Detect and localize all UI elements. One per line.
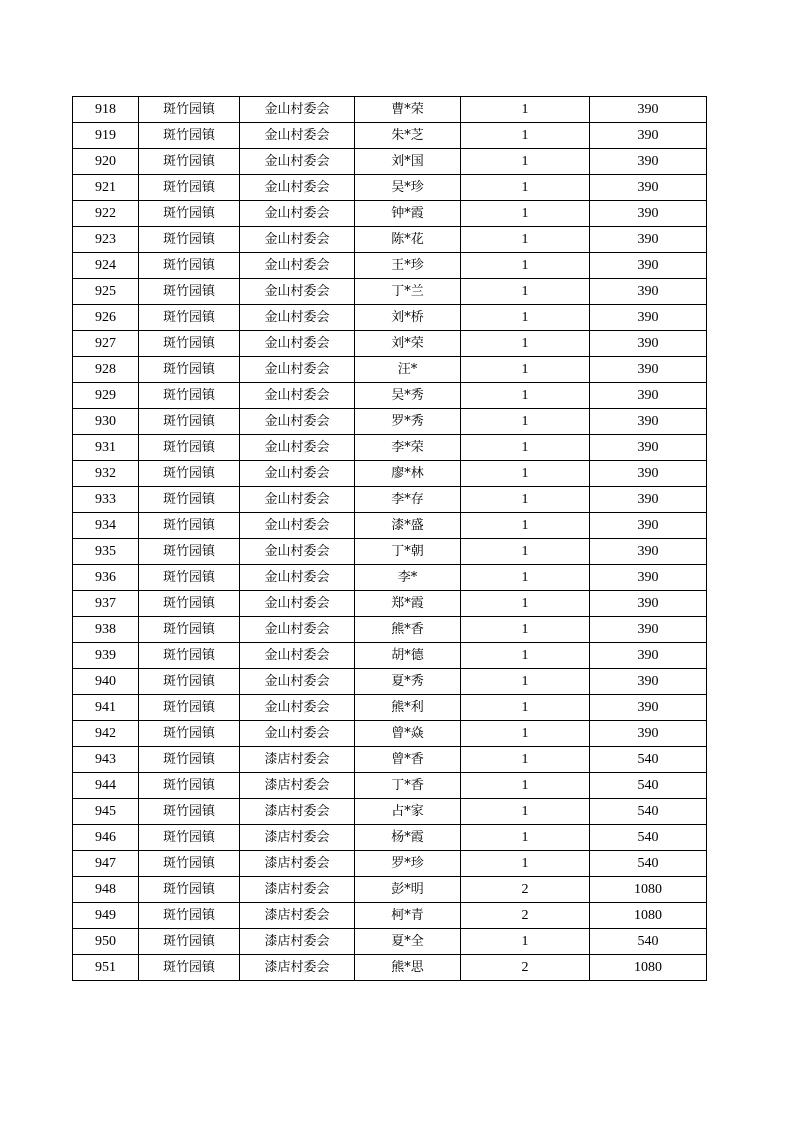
cell-count: 2 [461, 955, 590, 981]
cell-amount: 540 [590, 799, 707, 825]
cell-count: 1 [461, 149, 590, 175]
cell-name: 熊*香 [355, 617, 461, 643]
cell-serial-number: 942 [73, 721, 139, 747]
cell-village-committee: 金山村委会 [240, 565, 355, 591]
cell-count: 1 [461, 331, 590, 357]
cell-town: 斑竹园镇 [139, 487, 240, 513]
cell-village-committee: 金山村委会 [240, 279, 355, 305]
cell-count: 1 [461, 851, 590, 877]
table-row [73, 617, 707, 643]
cell-name: 刘*荣 [355, 331, 461, 357]
cell-amount: 390 [590, 721, 707, 747]
cell-name: 丁*兰 [355, 279, 461, 305]
cell-serial-number: 924 [73, 253, 139, 279]
cell-town: 斑竹园镇 [139, 357, 240, 383]
cell-amount: 390 [590, 565, 707, 591]
cell-amount: 540 [590, 929, 707, 955]
cell-amount: 390 [590, 149, 707, 175]
cell-town: 斑竹园镇 [139, 747, 240, 773]
cell-serial-number: 927 [73, 331, 139, 357]
cell-serial-number: 923 [73, 227, 139, 253]
cell-serial-number: 949 [73, 903, 139, 929]
cell-amount: 1080 [590, 877, 707, 903]
cell-name: 夏*秀 [355, 669, 461, 695]
table-row [73, 747, 707, 773]
cell-amount: 390 [590, 409, 707, 435]
table-row [73, 227, 707, 253]
cell-town: 斑竹园镇 [139, 565, 240, 591]
cell-amount: 390 [590, 669, 707, 695]
table-row [73, 409, 707, 435]
cell-amount: 390 [590, 123, 707, 149]
cell-serial-number: 945 [73, 799, 139, 825]
cell-count: 1 [461, 721, 590, 747]
cell-town: 斑竹园镇 [139, 929, 240, 955]
cell-amount: 390 [590, 97, 707, 123]
table-row [73, 695, 707, 721]
cell-amount: 390 [590, 279, 707, 305]
table-row [73, 565, 707, 591]
cell-name: 陈*花 [355, 227, 461, 253]
cell-town: 斑竹园镇 [139, 591, 240, 617]
cell-serial-number: 934 [73, 513, 139, 539]
cell-amount: 390 [590, 201, 707, 227]
cell-town: 斑竹园镇 [139, 435, 240, 461]
cell-amount: 390 [590, 305, 707, 331]
cell-count: 1 [461, 279, 590, 305]
cell-town: 斑竹园镇 [139, 825, 240, 851]
cell-serial-number: 925 [73, 279, 139, 305]
cell-village-committee: 金山村委会 [240, 539, 355, 565]
cell-count: 2 [461, 877, 590, 903]
cell-village-committee: 漆店村委会 [240, 799, 355, 825]
table-row [73, 955, 707, 981]
cell-serial-number: 933 [73, 487, 139, 513]
table-row [73, 149, 707, 175]
cell-village-committee: 金山村委会 [240, 123, 355, 149]
table-row [73, 461, 707, 487]
cell-name: 占*家 [355, 799, 461, 825]
cell-name: 漆*盛 [355, 513, 461, 539]
cell-name: 丁*朝 [355, 539, 461, 565]
cell-serial-number: 932 [73, 461, 139, 487]
cell-town: 斑竹园镇 [139, 695, 240, 721]
cell-serial-number: 926 [73, 305, 139, 331]
cell-serial-number: 922 [73, 201, 139, 227]
cell-town: 斑竹园镇 [139, 201, 240, 227]
cell-village-committee: 漆店村委会 [240, 851, 355, 877]
cell-count: 1 [461, 357, 590, 383]
cell-count: 1 [461, 565, 590, 591]
cell-village-committee: 金山村委会 [240, 201, 355, 227]
cell-name: 曹*荣 [355, 97, 461, 123]
cell-name: 彭*明 [355, 877, 461, 903]
cell-count: 1 [461, 747, 590, 773]
table-row [73, 175, 707, 201]
cell-town: 斑竹园镇 [139, 513, 240, 539]
cell-name: 罗*珍 [355, 851, 461, 877]
cell-village-committee: 金山村委会 [240, 643, 355, 669]
cell-town: 斑竹园镇 [139, 331, 240, 357]
cell-town: 斑竹园镇 [139, 773, 240, 799]
table-row [73, 825, 707, 851]
cell-village-committee: 金山村委会 [240, 383, 355, 409]
cell-village-committee: 漆店村委会 [240, 825, 355, 851]
cell-town: 斑竹园镇 [139, 279, 240, 305]
cell-name: 熊*思 [355, 955, 461, 981]
cell-amount: 390 [590, 487, 707, 513]
cell-name: 廖*林 [355, 461, 461, 487]
cell-town: 斑竹园镇 [139, 461, 240, 487]
cell-town: 斑竹园镇 [139, 851, 240, 877]
cell-amount: 390 [590, 175, 707, 201]
cell-village-committee: 金山村委会 [240, 487, 355, 513]
cell-serial-number: 938 [73, 617, 139, 643]
cell-name: 胡*德 [355, 643, 461, 669]
cell-name: 吴*珍 [355, 175, 461, 201]
cell-serial-number: 937 [73, 591, 139, 617]
cell-village-committee: 金山村委会 [240, 435, 355, 461]
cell-count: 1 [461, 435, 590, 461]
cell-village-committee: 金山村委会 [240, 669, 355, 695]
cell-town: 斑竹园镇 [139, 409, 240, 435]
cell-count: 2 [461, 903, 590, 929]
cell-serial-number: 940 [73, 669, 139, 695]
cell-amount: 390 [590, 461, 707, 487]
cell-name: 钟*霞 [355, 201, 461, 227]
cell-amount: 390 [590, 513, 707, 539]
cell-name: 熊*利 [355, 695, 461, 721]
cell-serial-number: 950 [73, 929, 139, 955]
cell-town: 斑竹园镇 [139, 721, 240, 747]
cell-name: 曾*香 [355, 747, 461, 773]
cell-town: 斑竹园镇 [139, 175, 240, 201]
cell-village-committee: 金山村委会 [240, 305, 355, 331]
cell-village-committee: 漆店村委会 [240, 877, 355, 903]
table-row [73, 851, 707, 877]
cell-name: 李* [355, 565, 461, 591]
cell-village-committee: 漆店村委会 [240, 747, 355, 773]
cell-serial-number: 946 [73, 825, 139, 851]
cell-town: 斑竹园镇 [139, 617, 240, 643]
data-table [72, 96, 707, 981]
cell-count: 1 [461, 799, 590, 825]
cell-town: 斑竹园镇 [139, 305, 240, 331]
cell-town: 斑竹园镇 [139, 123, 240, 149]
cell-name: 刘*国 [355, 149, 461, 175]
cell-count: 1 [461, 123, 590, 149]
cell-amount: 390 [590, 591, 707, 617]
cell-amount: 390 [590, 253, 707, 279]
cell-village-committee: 金山村委会 [240, 617, 355, 643]
cell-name: 夏*全 [355, 929, 461, 955]
cell-village-committee: 金山村委会 [240, 721, 355, 747]
cell-name: 李*荣 [355, 435, 461, 461]
cell-count: 1 [461, 773, 590, 799]
cell-amount: 390 [590, 383, 707, 409]
table-row [73, 331, 707, 357]
cell-village-committee: 金山村委会 [240, 591, 355, 617]
cell-amount: 1080 [590, 903, 707, 929]
cell-name: 刘*桥 [355, 305, 461, 331]
table-body [73, 97, 707, 981]
cell-amount: 390 [590, 331, 707, 357]
table-row [73, 903, 707, 929]
cell-village-committee: 漆店村委会 [240, 955, 355, 981]
cell-name: 曾*焱 [355, 721, 461, 747]
table-row [73, 435, 707, 461]
cell-amount: 1080 [590, 955, 707, 981]
cell-village-committee: 金山村委会 [240, 513, 355, 539]
cell-serial-number: 948 [73, 877, 139, 903]
table-row [73, 513, 707, 539]
cell-count: 1 [461, 617, 590, 643]
cell-village-committee: 金山村委会 [240, 149, 355, 175]
cell-town: 斑竹园镇 [139, 903, 240, 929]
table-row [73, 539, 707, 565]
cell-count: 1 [461, 175, 590, 201]
cell-name: 杨*霞 [355, 825, 461, 851]
cell-amount: 540 [590, 825, 707, 851]
cell-name: 吴*秀 [355, 383, 461, 409]
cell-serial-number: 920 [73, 149, 139, 175]
table-row [73, 123, 707, 149]
table-row [73, 97, 707, 123]
cell-count: 1 [461, 929, 590, 955]
cell-village-committee: 金山村委会 [240, 175, 355, 201]
cell-serial-number: 936 [73, 565, 139, 591]
cell-count: 1 [461, 97, 590, 123]
cell-count: 1 [461, 383, 590, 409]
cell-village-committee: 金山村委会 [240, 253, 355, 279]
cell-village-committee: 漆店村委会 [240, 773, 355, 799]
cell-count: 1 [461, 825, 590, 851]
cell-town: 斑竹园镇 [139, 253, 240, 279]
cell-amount: 390 [590, 617, 707, 643]
table-row [73, 773, 707, 799]
cell-serial-number: 943 [73, 747, 139, 773]
cell-serial-number: 930 [73, 409, 139, 435]
cell-count: 1 [461, 305, 590, 331]
cell-serial-number: 921 [73, 175, 139, 201]
cell-village-committee: 漆店村委会 [240, 903, 355, 929]
cell-amount: 540 [590, 747, 707, 773]
cell-town: 斑竹园镇 [139, 955, 240, 981]
cell-serial-number: 939 [73, 643, 139, 669]
cell-amount: 390 [590, 643, 707, 669]
cell-count: 1 [461, 591, 590, 617]
table-row [73, 357, 707, 383]
table-row [73, 721, 707, 747]
cell-amount: 390 [590, 357, 707, 383]
cell-name: 王*珍 [355, 253, 461, 279]
cell-town: 斑竹园镇 [139, 227, 240, 253]
cell-name: 朱*芝 [355, 123, 461, 149]
cell-town: 斑竹园镇 [139, 877, 240, 903]
cell-village-committee: 金山村委会 [240, 461, 355, 487]
table-row [73, 383, 707, 409]
table-row [73, 877, 707, 903]
table-row [73, 799, 707, 825]
cell-count: 1 [461, 409, 590, 435]
cell-town: 斑竹园镇 [139, 149, 240, 175]
cell-serial-number: 947 [73, 851, 139, 877]
cell-town: 斑竹园镇 [139, 97, 240, 123]
cell-amount: 540 [590, 773, 707, 799]
cell-town: 斑竹园镇 [139, 643, 240, 669]
cell-count: 1 [461, 201, 590, 227]
table-row [73, 591, 707, 617]
cell-count: 1 [461, 643, 590, 669]
table-row [73, 253, 707, 279]
table-row [73, 279, 707, 305]
cell-count: 1 [461, 487, 590, 513]
cell-serial-number: 951 [73, 955, 139, 981]
cell-name: 罗*秀 [355, 409, 461, 435]
cell-name: 柯*青 [355, 903, 461, 929]
cell-amount: 390 [590, 435, 707, 461]
cell-count: 1 [461, 669, 590, 695]
cell-village-committee: 金山村委会 [240, 331, 355, 357]
cell-count: 1 [461, 461, 590, 487]
cell-name: 丁*香 [355, 773, 461, 799]
cell-serial-number: 929 [73, 383, 139, 409]
cell-town: 斑竹园镇 [139, 799, 240, 825]
cell-amount: 390 [590, 227, 707, 253]
cell-count: 1 [461, 513, 590, 539]
cell-serial-number: 931 [73, 435, 139, 461]
cell-count: 1 [461, 695, 590, 721]
cell-town: 斑竹园镇 [139, 539, 240, 565]
cell-serial-number: 941 [73, 695, 139, 721]
cell-village-committee: 金山村委会 [240, 227, 355, 253]
cell-count: 1 [461, 539, 590, 565]
cell-serial-number: 919 [73, 123, 139, 149]
cell-amount: 540 [590, 851, 707, 877]
table-row [73, 487, 707, 513]
cell-town: 斑竹园镇 [139, 383, 240, 409]
cell-village-committee: 金山村委会 [240, 97, 355, 123]
cell-count: 1 [461, 227, 590, 253]
cell-name: 李*存 [355, 487, 461, 513]
table-row [73, 643, 707, 669]
cell-town: 斑竹园镇 [139, 669, 240, 695]
cell-amount: 390 [590, 695, 707, 721]
table-row [73, 929, 707, 955]
cell-name: 郑*霞 [355, 591, 461, 617]
cell-village-committee: 金山村委会 [240, 409, 355, 435]
cell-count: 1 [461, 253, 590, 279]
table-row [73, 669, 707, 695]
cell-serial-number: 935 [73, 539, 139, 565]
cell-name: 汪* [355, 357, 461, 383]
cell-village-committee: 金山村委会 [240, 695, 355, 721]
cell-amount: 390 [590, 539, 707, 565]
cell-serial-number: 944 [73, 773, 139, 799]
cell-village-committee: 漆店村委会 [240, 929, 355, 955]
cell-serial-number: 928 [73, 357, 139, 383]
table-row [73, 305, 707, 331]
cell-village-committee: 金山村委会 [240, 357, 355, 383]
table-row [73, 201, 707, 227]
cell-serial-number: 918 [73, 97, 139, 123]
